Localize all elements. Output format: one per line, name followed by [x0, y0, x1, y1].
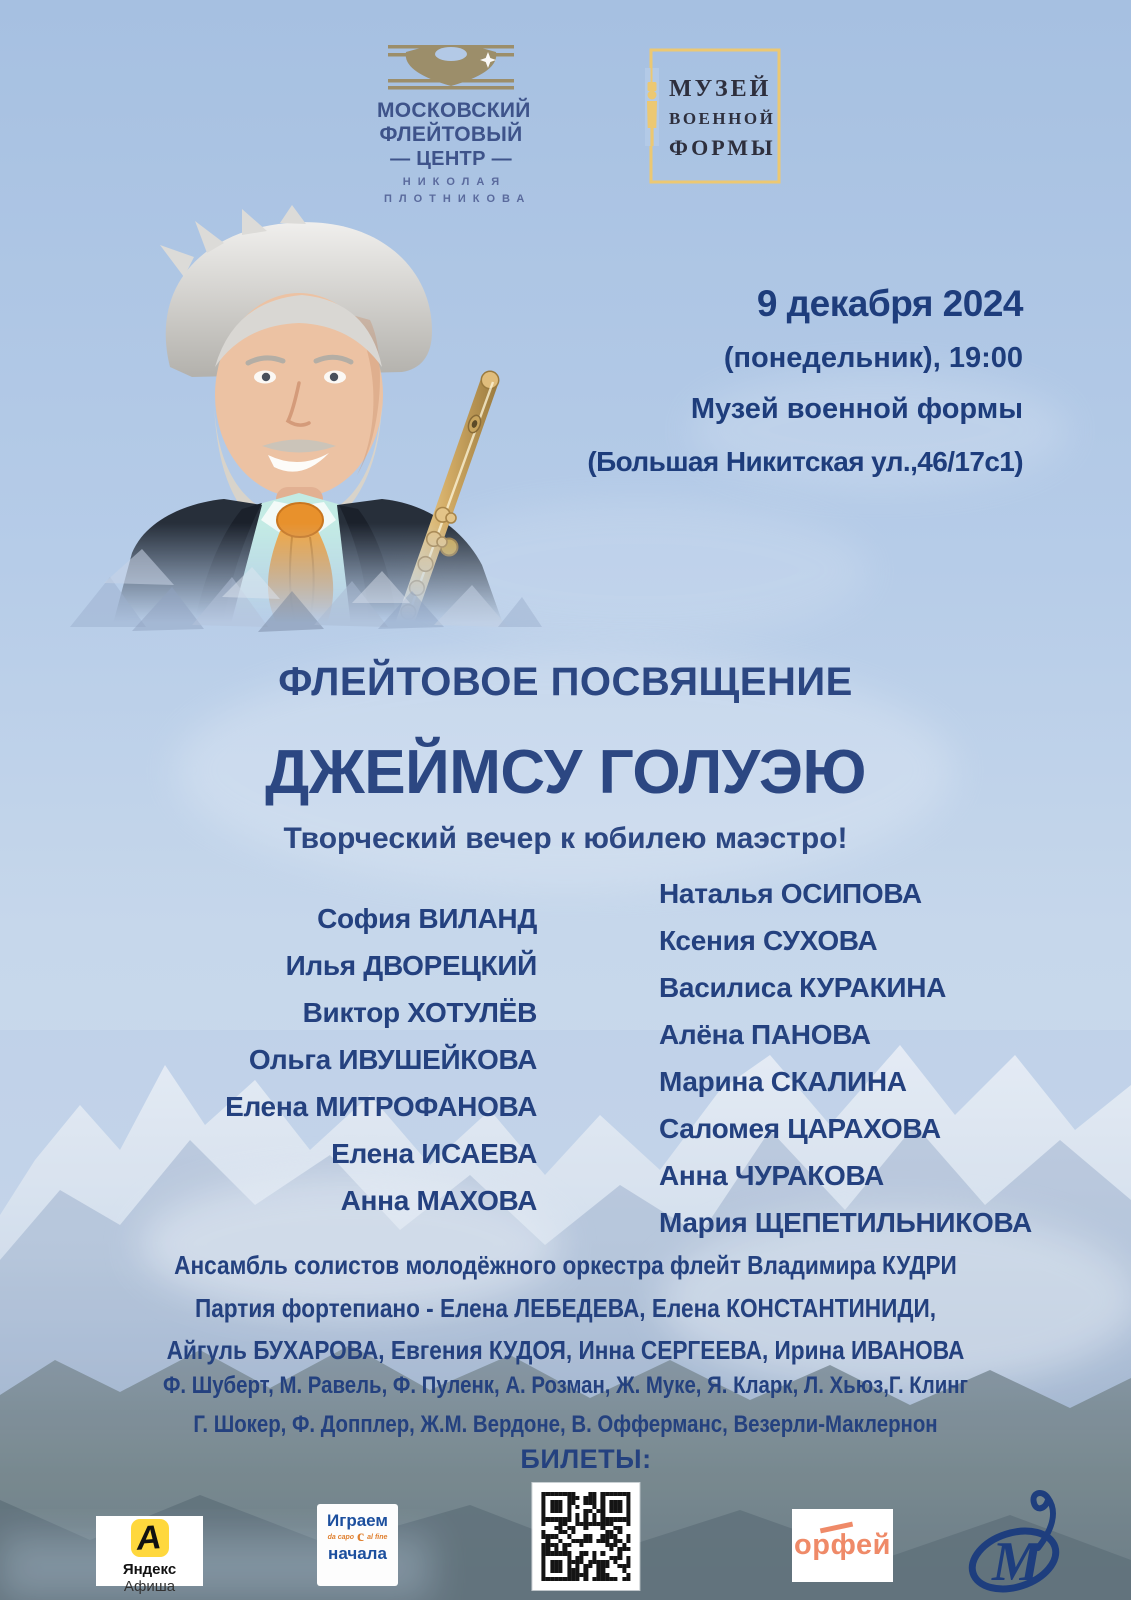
igraem-al-fine: al fine: [367, 1533, 388, 1541]
museum-logo: [645, 46, 783, 186]
performer-name: Виктор ХОТУЛЁВ: [302, 997, 537, 1028]
performer-name: Илья ДВОРЕЦКИЙ: [285, 950, 537, 981]
performer-name: Наталья ОСИПОВА: [659, 878, 922, 909]
yandex-a-letter: А: [135, 1518, 164, 1558]
yandex-brand: Яндекс: [122, 1561, 177, 1578]
performer-name: Ольга ИВУШЕЙКОВА: [248, 1044, 537, 1075]
flute-center-name-line3: — ЦЕНТР —: [390, 148, 512, 170]
event-daytime: (понедельник), 19:00: [723, 342, 1023, 374]
event-date: 9 декабря 2024: [756, 283, 1023, 324]
flute-lipplate-icon: [388, 42, 514, 94]
credits-block: [0, 1250, 1131, 1366]
performer-name: Марина СКАЛИНА: [659, 1066, 907, 1097]
flute-center-founder-line2: ПЛОТНИКОВА: [384, 193, 532, 205]
performer-name: Алёна ПАНОВА: [659, 1019, 871, 1050]
orfey-text: орфей: [794, 1529, 891, 1561]
orfey-radio-logo: [792, 1509, 893, 1582]
performers-right-column: [659, 870, 1032, 1246]
composers-line1: Ф. Шуберт, М. Равель, Ф. Пуленк, А. Розман, Ж. Муке, Я. Кларк, Л. Хьюз,Г. Клинг: [162, 1372, 969, 1399]
museum-name-line3: ФОРМЫ: [669, 135, 776, 160]
flute-center-founder-line1: НИКОЛАЯ: [402, 176, 507, 188]
igraem-top-label: Играем: [327, 1511, 388, 1530]
performer-name: Саломея ЦАРАХОВА: [659, 1113, 941, 1144]
flute-center-name-line1: МОСКОВСКИЙ: [377, 99, 531, 122]
igraem-clef-letter: с: [357, 1528, 365, 1545]
performer-name: Елена ИСАЕВА: [331, 1138, 537, 1169]
performer-name: Елена МИТРОФАНОВА: [225, 1091, 537, 1122]
museum-name-line2: ВОЕННОЙ: [669, 109, 776, 128]
event-info: [587, 283, 1023, 478]
ensemble-line: Ансамбль солистов молодёжного оркестра флейт Владимира КУДРИ: [174, 1250, 957, 1280]
event-venue: Музей военной формы: [690, 393, 1023, 425]
performers-left-column: [225, 895, 537, 1224]
performer-name: Мария ЩЕПЕТИЛЬНИКОВА: [659, 1207, 1032, 1238]
composers-block: [0, 1372, 1131, 1439]
yandex-afisha-label: [96, 1561, 203, 1595]
tickets-block: [520, 1444, 651, 1590]
qr-code: [542, 1492, 631, 1581]
event-address: (Большая Никитская ул.,46/17с1): [587, 446, 1023, 477]
performer-name: София ВИЛАНД: [317, 903, 537, 934]
performer-name: Анна ЧУРАКОВА: [659, 1160, 884, 1191]
flute-center-logo: [377, 42, 532, 205]
philharmonic-logo: [962, 1486, 1072, 1596]
performer-name: Анна МАХОВА: [340, 1185, 537, 1216]
title-subtitle: Творческий вечер к юбилею маэстро!: [283, 822, 848, 855]
performer-name: Василиса КУРАКИНА: [659, 972, 947, 1003]
title-line2: ДЖЕЙМСУ ГОЛУЭЮ: [265, 738, 866, 807]
philharmonic-m-letter: М: [992, 1531, 1042, 1593]
orfey-wordmark: [794, 1529, 891, 1562]
pianists-line1: Партия фортепиано - Елена ЛЕБЕДЕВА, Елена КОНСТАНТИНИДИ,: [194, 1293, 937, 1323]
yandex-afisha-icon: [131, 1519, 169, 1557]
igraem-bottom-label: начала: [328, 1544, 387, 1563]
performer-name: Ксения СУХОВА: [659, 925, 878, 956]
pianists-line2: Айгуль БУХАРОВА, Евгения КУДОЯ, Инна СЕРГЕЕВА, Ирина ИВАНОВА: [166, 1335, 965, 1365]
qr-code-box: [533, 1483, 640, 1590]
tickets-label: БИЛЕТЫ:: [520, 1444, 652, 1474]
composers-line2: Г. Шокер, Ф. Допплер, Ж.М. Вердоне, В. Офферманс, Везерли-Маклернон: [193, 1411, 938, 1438]
title-block: [0, 660, 1131, 856]
igraem-s-nachala-logo: [317, 1504, 398, 1586]
maestro-photo: [52, 205, 547, 635]
flute-center-name-line2: ФЛЕЙТОВЫЙ: [379, 123, 523, 146]
yandex-product: Афиша: [123, 1578, 176, 1595]
museum-name-line1: МУЗЕЙ: [669, 76, 772, 102]
title-line1: ФЛЕЙТОВОЕ ПОСВЯЩЕНИЕ: [278, 660, 853, 704]
yandex-afisha-logo: [96, 1516, 203, 1595]
igraem-da-capo: da capo: [327, 1533, 355, 1541]
